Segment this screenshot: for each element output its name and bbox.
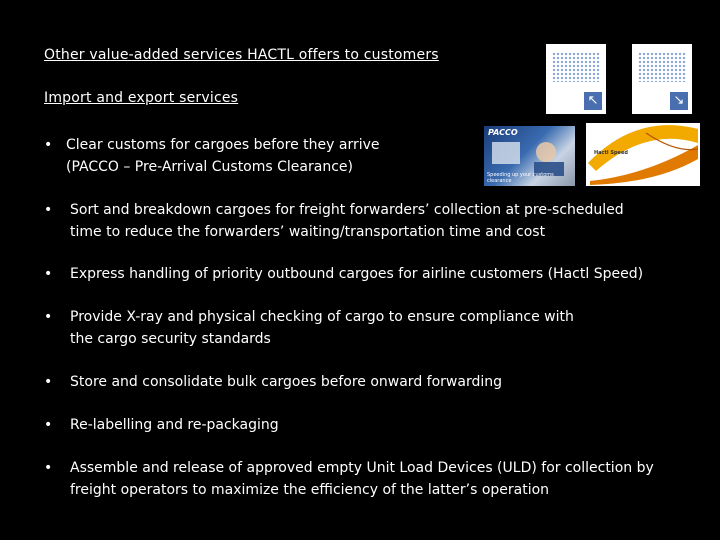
- pacco-title: PACCO: [488, 128, 518, 137]
- dot-grid-logo: [638, 52, 686, 82]
- bullet-dot: •: [44, 137, 53, 153]
- bullet-line: Assemble and release of approved empty Unit Load Devices (ULD) for collection by: [70, 460, 654, 476]
- bullet-line: Provide X-ray and physical checking of cargo to ensure compliance with: [70, 309, 574, 325]
- bullet-line: Clear customs for cargoes before they arrive: [66, 137, 380, 153]
- bullet-line: Store and consolidate bulk cargoes before onward forwarding: [70, 374, 502, 390]
- arrow-down-right-icon: ↘: [670, 92, 688, 110]
- bullet-dot: •: [44, 460, 53, 476]
- pacco-subtitle: Speeding up your customs clearance: [487, 172, 554, 184]
- speed-label: Hactl Speed: [594, 150, 628, 156]
- bullet-line: freight operators to maximize the efficiency of the latter’s operation: [70, 482, 550, 498]
- bullet-dot: •: [44, 417, 53, 433]
- bullet-line: time to reduce the forwarders’ waiting/transportation time and cost: [70, 224, 546, 240]
- bullet-dot: •: [44, 374, 53, 390]
- hactl-logo-tile-left: [546, 44, 606, 114]
- bullet-line: Sort and breakdown cargoes for freight forwarders’ collection at pre-scheduled: [70, 202, 624, 218]
- arrow-up-left-icon: ↖: [584, 92, 602, 110]
- bullet-line: Re-labelling and re-packaging: [70, 417, 279, 433]
- hactl-logo-tile-right: [632, 44, 692, 114]
- heading-import-export: Import and export services: [44, 90, 239, 106]
- bullet-dot: •: [44, 309, 53, 325]
- bullet-line: (PACCO – Pre-Arrival Customs Clearance): [66, 159, 353, 175]
- bullet-line: Express handling of priority outbound cargoes for airline customers (Hactl Speed): [70, 266, 644, 282]
- bullet-line: the cargo security standards: [70, 331, 271, 347]
- bullet-dot: •: [44, 266, 53, 282]
- dot-grid-logo: [552, 52, 600, 82]
- heading-value-added-services: Other value-added services HACTL offers to customers: [44, 47, 439, 63]
- bullet-dot: •: [44, 202, 53, 218]
